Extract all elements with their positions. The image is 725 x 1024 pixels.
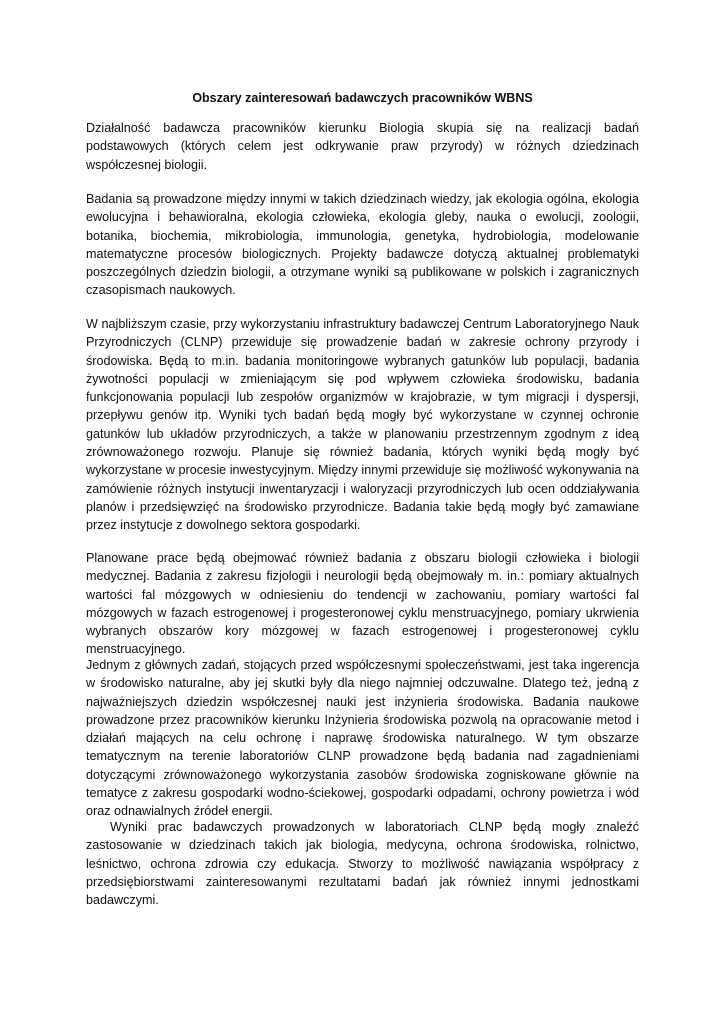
paragraph-biology-research: Działalność badawcza pracowników kierunku Biologia skupia się na realizacji badań podstawowych (których celem jest odkrywanie praw przyrody) w różnych dziedzinach współczesnej biologii.: [86, 121, 639, 172]
paragraph-human-biology: Planowane prace będą obejmować również badania z obszaru biologii człowieka i biologii medycznej. Badania z zakresu fizjologii i neurologii będą obejmowały m. in.: pomiary aktualnych wartości fal mózgowych w odniesieniu do tendencji w zachowaniu, pomiary wartości fal mózgowych w fazach estrogenowej i progesteronowej cyklu menstruacyjnego, pomiary ukrwienia wybranych obszarów kory mózgowej w fazach estrogenowej i progesteronowej cyklu menstruacyjnego.: [86, 551, 639, 657]
document-title: Obszary zainteresowań badawczych pracowników WBNS: [192, 91, 533, 105]
paragraph-environmental-engineering: Jednym z głównych zadań, stojących przed współczesnymi społeczeństwami, jest taka ingerencja w środowisko naturalne, aby jej skutki były dla niego najmniej odczuwalne. Dlatego też, jedną z najważniejszych dziedzin współczesnej nauki jest inżynieria środowiska. Badania naukowe prowadzone przez pracowników kierunku Inżynieria środowiska pozwolą na opracowanie metod i działań mających na celu ochronę i naprawę środowiska naturalnego. W tym obszarze tematycznym na terenie laboratoriów CLNP prowadzone będą badania nad zagadnieniami dotyczącymi zrównoważonego wykorzystania zasobów środowiska zogniskowane głównie na tematyce z zakresu gospodarki wodno-ściekowej, gospodarki odpadami, ochrony powietrza i wód oraz odnawialnych źródeł energii.: [86, 658, 639, 819]
paragraph-results-application: Wyniki prac badawczych prowadzonych w laboratoriach CLNP będą mogły znaleźć zastosowanie w dziedzinach takich jak biologia, medycyna, ochrona środowiska, rolnictwo, leśnictwo, ochrona zdrowia czy edukacja. Stworzy to możliwość nawiązania współpracy z przedsiębiorstwami zainteresowanymi rezultatami badań jak również innymi jednostkami badawczymi.: [86, 820, 639, 908]
paragraph-research-fields: Badania są prowadzone między innymi w takich dziedzinach wiedzy, jak ekologia ogólna, ekologia ewolucyjna i behawioralna, ekologia człowieka, ekologia gleby, nauka o ewolucji, zoologii, botanika, biochemia, mikrobiologia, immunologia, genetyka, hydrobiologia, modelowanie matematyczne procesów biologicznych. Projekty badawcze dotyczą aktualnej problematyki poszczególnych dziedzin biologii, a otrzymane wyniki są publikowane w polskich i zagranicznych czasopismach naukowych.: [86, 192, 639, 298]
paragraph-clnp-nature-protection: W najbliższym czasie, przy wykorzystaniu infrastruktury badawczej Centrum Laboratoryjnego Nauk Przyrodniczych (CLNP) przewiduje się prowadzenie badań w zakresie ochrony przyrody i środowiska. Będą to m.in. badania monitoringowe wybranych gatunków lub populacji, badania żywotności populacji w zmieniającym się pod wpływem człowieka środowisku, badania funkcjonowania populacji lub zespołów organizmów w krajobrazie, w tym migracji i dyspersji, przepływu genów itp. Wyniki tych badań będą mogły być wykorzystane w czynnej ochronie gatunków lub układów przyrodniczych, a także w planowaniu przestrzennym zgodnym z ideą zrównoważonego rozwoju. Planuje się również badania, których wyniki będą mogły być wykorzystane w procesie inwestycyjnym. Między innymi przewiduje się możliwość wykonywania na zamówienie różnych instytucji inwentaryzacji i waloryzacji przyrodniczych lub ocen oddziaływania planów i przedsięwzięć na środowisko przyrodnicze. Badania takie będą mogły być zamawiane przez instytucje z dowolnego sektora gospodarki.: [86, 317, 639, 533]
